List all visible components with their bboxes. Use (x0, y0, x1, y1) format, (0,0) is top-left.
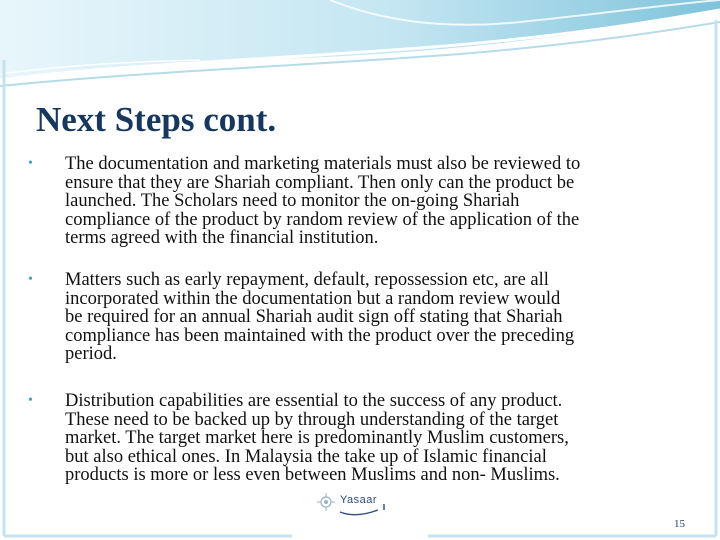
bullet-line: These need to be backed up by through understanding of the target (65, 409, 559, 430)
bullet-line: terms agreed with the financial institution. (65, 228, 379, 248)
bullet-item (28, 154, 680, 248)
header-wave-decoration (0, 0, 720, 90)
bullet-item (28, 391, 680, 485)
bullet-line: market. The target market here is predominantly Muslim customers, (65, 428, 569, 448)
bullet-line: launched. The Scholars need to monitor the on-going Shariah (65, 191, 520, 211)
bullet-item (28, 270, 680, 364)
bullet-line: The documentation and marketing materials must also be reviewed to (65, 154, 581, 174)
bullet-line: Distribution capabilities are essential to the success of any product. (65, 391, 563, 411)
page-number: 15 (674, 518, 685, 530)
bullet-dot-icon: • (28, 393, 33, 408)
bullet-line: period. (65, 344, 117, 364)
bullet-dot-icon: • (28, 156, 33, 171)
bullet-line: Matters such as early repayment, default, repossession etc, are all (65, 270, 549, 290)
slide-title: Next Steps cont. (36, 100, 277, 139)
bullet-line: incorporated within the documentation but a random review would (65, 288, 561, 309)
bullet-line: compliance has been maintained with the product over the preceding (65, 325, 575, 346)
bullet-line: products is more or less even between Muslims and non- Muslims. (65, 465, 560, 485)
bullet-line: but also ethical ones. In Malaysia the take up of Islamic financial (65, 446, 547, 467)
bullet-line: ensure that they are Shariah compliant. Then only can the product be (65, 172, 575, 193)
bullet-line: be required for an annual Shariah audit sign off stating that Shariah (65, 307, 563, 327)
bullet-dot-icon: • (28, 272, 33, 287)
logo-text: Yasaar (340, 494, 378, 506)
bullet-line: compliance of the product by random review of the application of the (65, 209, 580, 230)
